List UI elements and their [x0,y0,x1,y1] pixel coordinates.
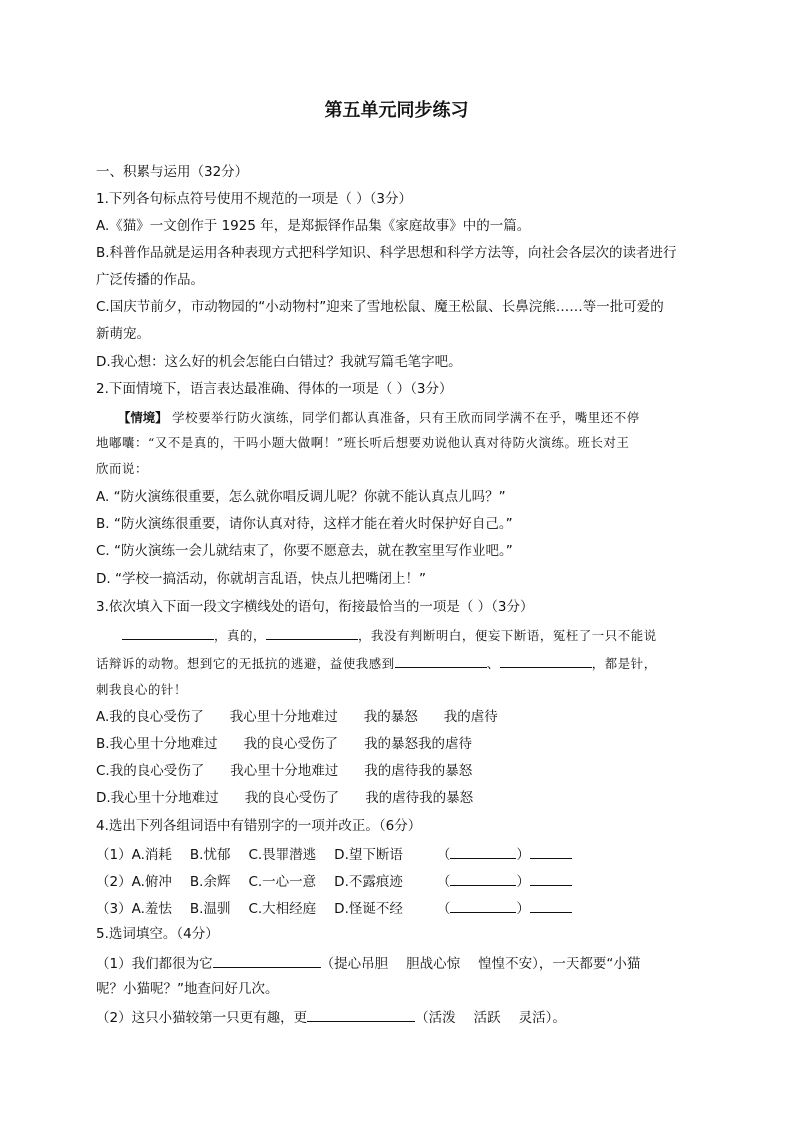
q3-option-a: A.我的良心受伤了 我心里十分地难过 我的暴怒 我的虐待 [96,709,498,725]
q1-option-c-line1: C.国庆节前夕，市动物园的“小动物村”迎来了雪地松鼠、魔王松鼠、长鼻浣熊……等一批可爱的 [96,299,664,315]
q2-option-d: D. “学校一搞活动，你就胡言乱语，快点儿把嘴闭上！” [96,571,426,587]
q1-option-a: A.《猫》一文创作于 1925 年，是郑振铎作品集《家庭故事》中的一篇。 [96,218,531,234]
fill-blank[interactable] [307,1006,415,1022]
q3-passage-line1: ，真的， ，我没有判断明白，便妄下断语，冤枉了一只不能说 [122,624,657,646]
q1-stem: 1.下列各句标点符号使用不规范的一项是（ ）（3分） [96,191,413,207]
q2-option-b: B. “防火演练很重要，请你认真对待，这样才能在着火时保护好自己。” [96,516,513,532]
answer-blank[interactable] [450,843,516,859]
page-title: 第五单元同步练习 [324,100,469,121]
q4-row-2: （2）A.俯冲 B.余辉 C.一心一意 D.不露痕迹 （ ） [96,870,572,892]
q4-row-3: （3）A.羞怯 B.温驯 C.大相经庭 D.怪诞不经 （ ） [96,897,572,919]
q5-sentence-1-cont: 呢？小猫呢？”地查问好几次。 [96,981,279,997]
q3-stem: 3.依次填入下面一段文字横线处的语句，衔接最恰当的一项是（ ）（3分） [96,599,534,615]
q4-row-1: （1）A.消耗 B.忧郁 C.畏罪潜逃 D.望下断语 （ ） [96,843,572,865]
fill-blank[interactable] [213,952,321,968]
q2-stem: 2.下面情境下，语言表达最准确、得体的一项是（ ）（3分） [96,381,453,397]
answer-blank[interactable] [450,870,516,886]
fill-blank[interactable] [122,624,214,640]
correction-blank[interactable] [530,870,572,886]
q4-stem: 4.选出下列各组词语中有错别字的一项并改正。（6分） [96,818,422,834]
q3-option-b: B.我心里十分地难过 我的良心受伤了 我的暴怒我的虐待 [96,736,473,752]
fill-blank[interactable] [395,652,487,668]
q3-passage-line3: 刺我良心的针！ [96,682,187,697]
q2-option-a: A. “防火演练很重要，怎么就你唱反调儿呢？你就不能认真点儿吗？” [96,489,506,505]
q5-sentence-2: （2）这只小猫较第一只更有趣，更 （活泼 活跃 灵活）。 [96,1006,566,1028]
q3-option-c: C.我的良心受伤了 我心里十分地难过 我的虐待我的暴怒 [96,763,473,779]
q2-option-c: C. “防火演练一会儿就结束了，你要不愿意去，就在教室里写作业吧。” [96,543,513,559]
correction-blank[interactable] [530,897,572,913]
q3-passage-line2: 话辩诉的动物。想到它的无抵抗的逃避，益使我感到 、 ，都是针， [96,652,657,674]
q5-stem: 5.选词填空。（4分） [96,926,219,942]
q5-sentence-1: （1）我们都很为它 （提心吊胆 胆战心惊 惶惶不安），一天都要“小猫 [96,952,640,974]
answer-blank[interactable] [450,897,516,913]
q1-option-d: D.我心想：这么好的机会怎能白白错过？我就写篇毛笔字吧。 [96,354,462,370]
q1-option-b-line2: 广泛传播的作品。 [96,272,204,288]
q1-option-b-line1: B.科普作品就是运用各种表现方式把科学知识、科学思想和科学方法等，向社会各层次的读者进行 [96,245,677,261]
q3-option-d: D.我心里十分地难过 我的良心受伤了 我的虐待我的暴怒 [96,790,474,806]
section-heading: 一、积累与运用（32分） [96,164,249,180]
fill-blank[interactable] [266,624,358,640]
fill-blank[interactable] [500,652,592,668]
context-label: 【情境】 [118,410,168,425]
correction-blank[interactable] [530,843,572,859]
q2-context-line1: 【情境】 学校要举行防火演练，同学们都认真准备，只有王欣而同学满不在乎，嘴里还不停 [118,410,640,425]
q2-context-line3: 欣而说： [96,461,148,476]
q1-option-c-line2: 新萌宠。 [96,326,150,342]
q2-context-line2: 地嘟囔：“又不是真的，干吗小题大做啊！”班长听后想要劝说他认真对待防火演练。班长对王 [96,435,630,450]
